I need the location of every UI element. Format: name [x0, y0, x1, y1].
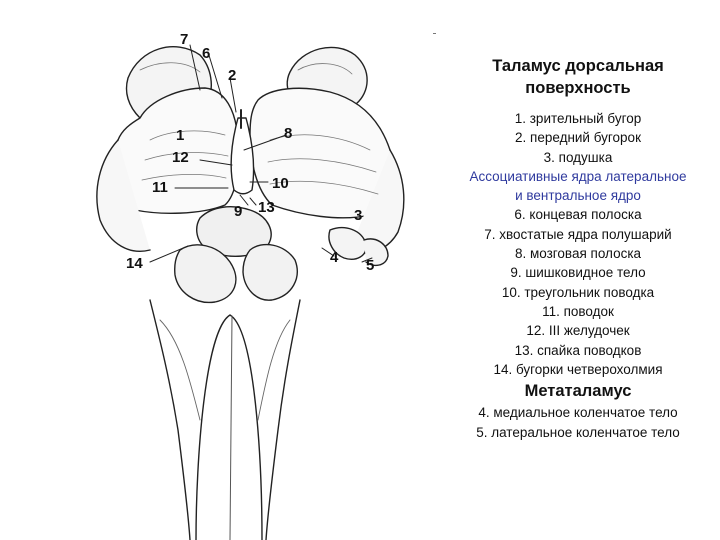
legend-item: 3. подушка	[543, 149, 613, 165]
legend-item: 6. концевая полоска	[514, 207, 642, 223]
legend-item: 12. III желудочек	[526, 323, 630, 339]
legend-item: 9. шишковидное тело	[510, 265, 646, 281]
brainstem-arch	[196, 315, 262, 540]
figure-label-3: 3	[354, 207, 363, 224]
legend-item: 7. хвостатые ядра полушарий	[484, 226, 672, 242]
figure-label-5: 5	[366, 257, 375, 274]
legend-item: 8. мозговая полоска	[514, 246, 642, 262]
figure-label-6: 6	[202, 45, 211, 62]
legend-item-accent: и вентральное ядро	[515, 188, 641, 204]
legend-item: 11. поводок	[542, 303, 614, 319]
section-subtitle: Метаталамус	[524, 382, 632, 401]
figure-label-14: 14	[126, 255, 143, 272]
title-line-1: Таламус дорсальная	[492, 57, 664, 75]
figure-label-13: 13	[258, 199, 275, 216]
figure-label-8: 8	[284, 125, 293, 142]
figure-label-9: 9	[234, 203, 243, 220]
legend-item-accent: Ассоциативные ядра латеральное	[469, 168, 687, 184]
legend-list	[442, 109, 714, 379]
stray-dot	[433, 33, 436, 34]
legend2-item: 5. латеральное коленчатое тело	[476, 425, 680, 441]
figure-label-4: 4	[330, 249, 339, 266]
legend-item: 2. передний бугорок	[515, 130, 641, 146]
legend2-list	[442, 403, 714, 443]
legend-item: 10. треугольник поводка	[501, 284, 655, 300]
figure-label-2: 2	[228, 67, 237, 84]
figure-label-12: 12	[172, 149, 189, 166]
legend2-item: 4. медиальное коленчатое тело	[478, 405, 678, 421]
figure-label-11: 11	[152, 179, 168, 196]
brainstem-outline	[150, 300, 300, 540]
legend-item: 13. спайка поводков	[514, 342, 642, 358]
figure-label-1: 1	[176, 127, 185, 144]
figure-label-10: 10	[272, 175, 289, 192]
page-title	[442, 55, 714, 99]
figure-label-7: 7	[180, 31, 189, 48]
title-line-2: поверхность	[525, 79, 631, 97]
description-panel	[442, 55, 714, 443]
legend-item: 14. бугорки четверохолмия	[493, 361, 663, 377]
legend-item: 1. зрительный бугор	[514, 111, 642, 126]
